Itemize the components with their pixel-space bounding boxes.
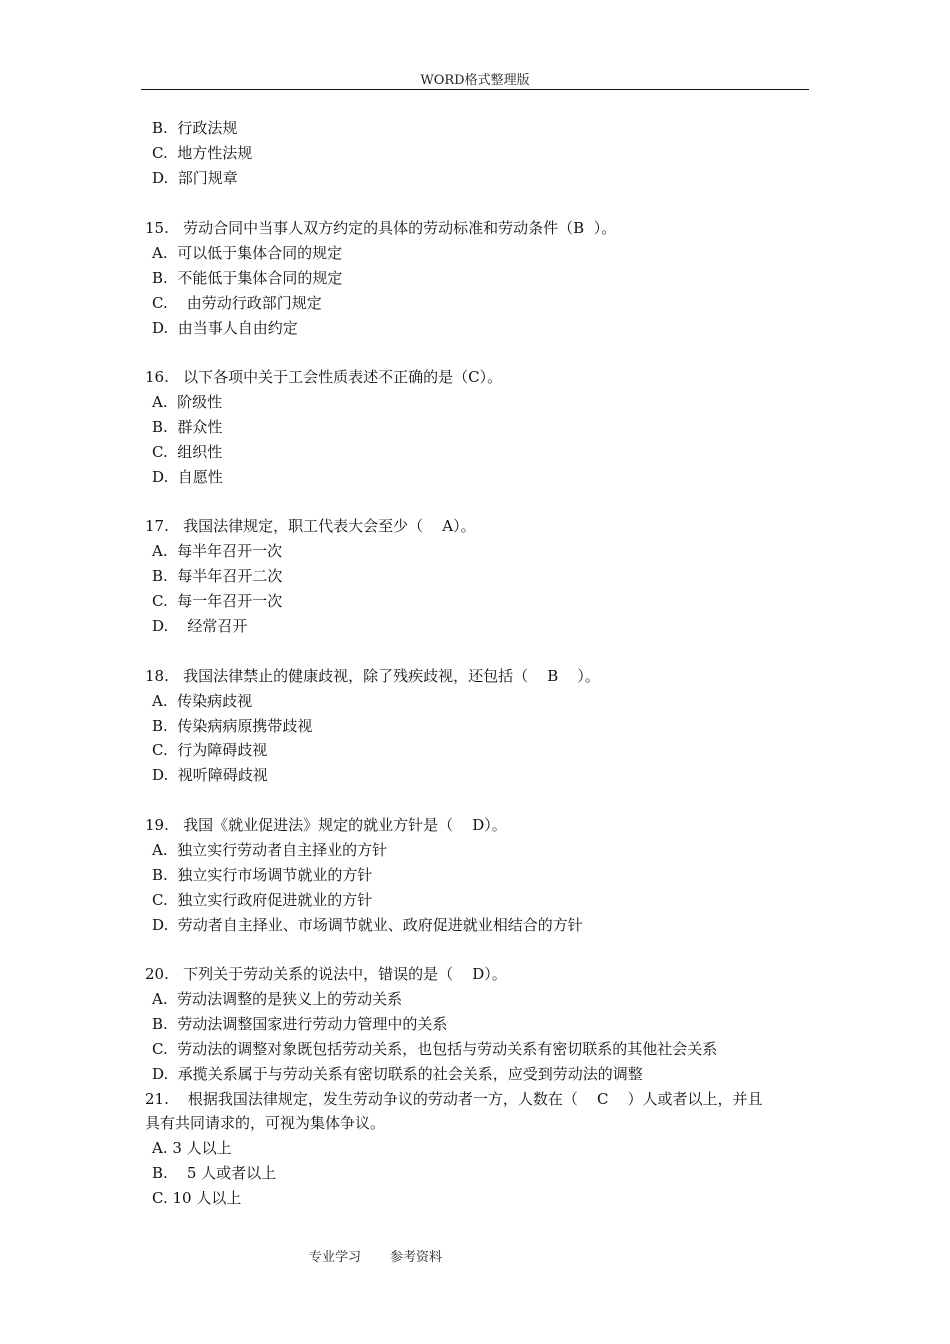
question-line: 16. 以下各项中关于工会性质表述不正确的是（C）。 — [145, 368, 503, 386]
option-line: D. 由当事人自由约定 — [152, 319, 298, 337]
page-footer — [0, 1248, 950, 1268]
option-line: C. 每一年召开一次 — [152, 592, 283, 610]
footer-right-text: 参考资料 — [390, 1250, 443, 1265]
option-line: C. 由劳动行政部门规定 — [152, 294, 322, 312]
option-line: A. 每半年召开一次 — [152, 542, 283, 560]
option-line: C. 行为障碍歧视 — [152, 741, 268, 759]
footer-left-text: 专业学习 — [309, 1250, 362, 1265]
question-line-continued: 具有共同请求的，可视为集体争议。 — [145, 1114, 386, 1132]
option-line: B. 不能低于集体合同的规定 — [152, 269, 343, 287]
question-line: 17. 我国法律规定，职工代表大会至少（ A）。 — [145, 517, 476, 535]
option-line: D. 劳动者自主择业、市场调节就业、政府促进就业相结合的方针 — [152, 916, 583, 934]
option-line: D. 部门规章 — [152, 169, 238, 187]
question-line: 19. 我国《就业促进法》规定的就业方针是（ D）。 — [145, 816, 507, 834]
option-line: B. 传染病病原携带歧视 — [152, 717, 313, 735]
option-line: A. 3 人以上 — [152, 1139, 232, 1157]
option-line: B. 行政法规 — [152, 119, 238, 137]
option-line: C. 组织性 — [152, 443, 223, 461]
question-line: 21. 根据我国法律规定，发生劳动争议的劳动者一方，人数在（ C ）人或者以上，并且 — [145, 1090, 763, 1108]
option-line: B. 5 人或者以上 — [152, 1164, 277, 1182]
option-line: A. 传染病歧视 — [152, 692, 253, 710]
option-line: B. 每半年召开二次 — [152, 567, 283, 585]
option-line: C. 劳动法的调整对象既包括劳动关系，也包括与劳动关系有密切联系的其他社会关系 — [152, 1040, 718, 1058]
page-header: WORD格式整理版 — [420, 73, 530, 88]
question-line: 20. 下列关于劳动关系的说法中，错误的是（ D）。 — [145, 965, 507, 983]
question-line: 15. 劳动合同中当事人双方约定的具体的劳动标准和劳动条件（B ）。 — [145, 219, 617, 237]
option-line: A. 劳动法调整的是狭义上的劳动关系 — [152, 990, 403, 1008]
question-line: 18. 我国法律禁止的健康歧视，除了残疾歧视，还包括（ B ）。 — [145, 667, 600, 685]
option-line: B. 独立实行市场调节就业的方针 — [152, 866, 373, 884]
option-line: D. 经常召开 — [152, 617, 248, 635]
header-divider — [141, 89, 809, 90]
option-line: D. 视听障碍歧视 — [152, 766, 268, 784]
option-line: B. 劳动法调整国家进行劳动力管理中的关系 — [152, 1015, 448, 1033]
option-line: A. 可以低于集体合同的规定 — [152, 244, 343, 262]
option-line: D. 自愿性 — [152, 468, 223, 486]
option-line: C. 独立实行政府促进就业的方针 — [152, 891, 373, 909]
option-line: D. 承揽关系属于与劳动关系有密切联系的社会关系，应受到劳动法的调整 — [152, 1065, 643, 1083]
option-line: A. 独立实行劳动者自主择业的方针 — [152, 841, 388, 859]
option-line: A. 阶级性 — [152, 393, 223, 411]
option-line: C. 地方性法规 — [152, 144, 253, 162]
option-line: C. 10 人以上 — [152, 1189, 242, 1207]
option-line: B. 群众性 — [152, 418, 223, 436]
